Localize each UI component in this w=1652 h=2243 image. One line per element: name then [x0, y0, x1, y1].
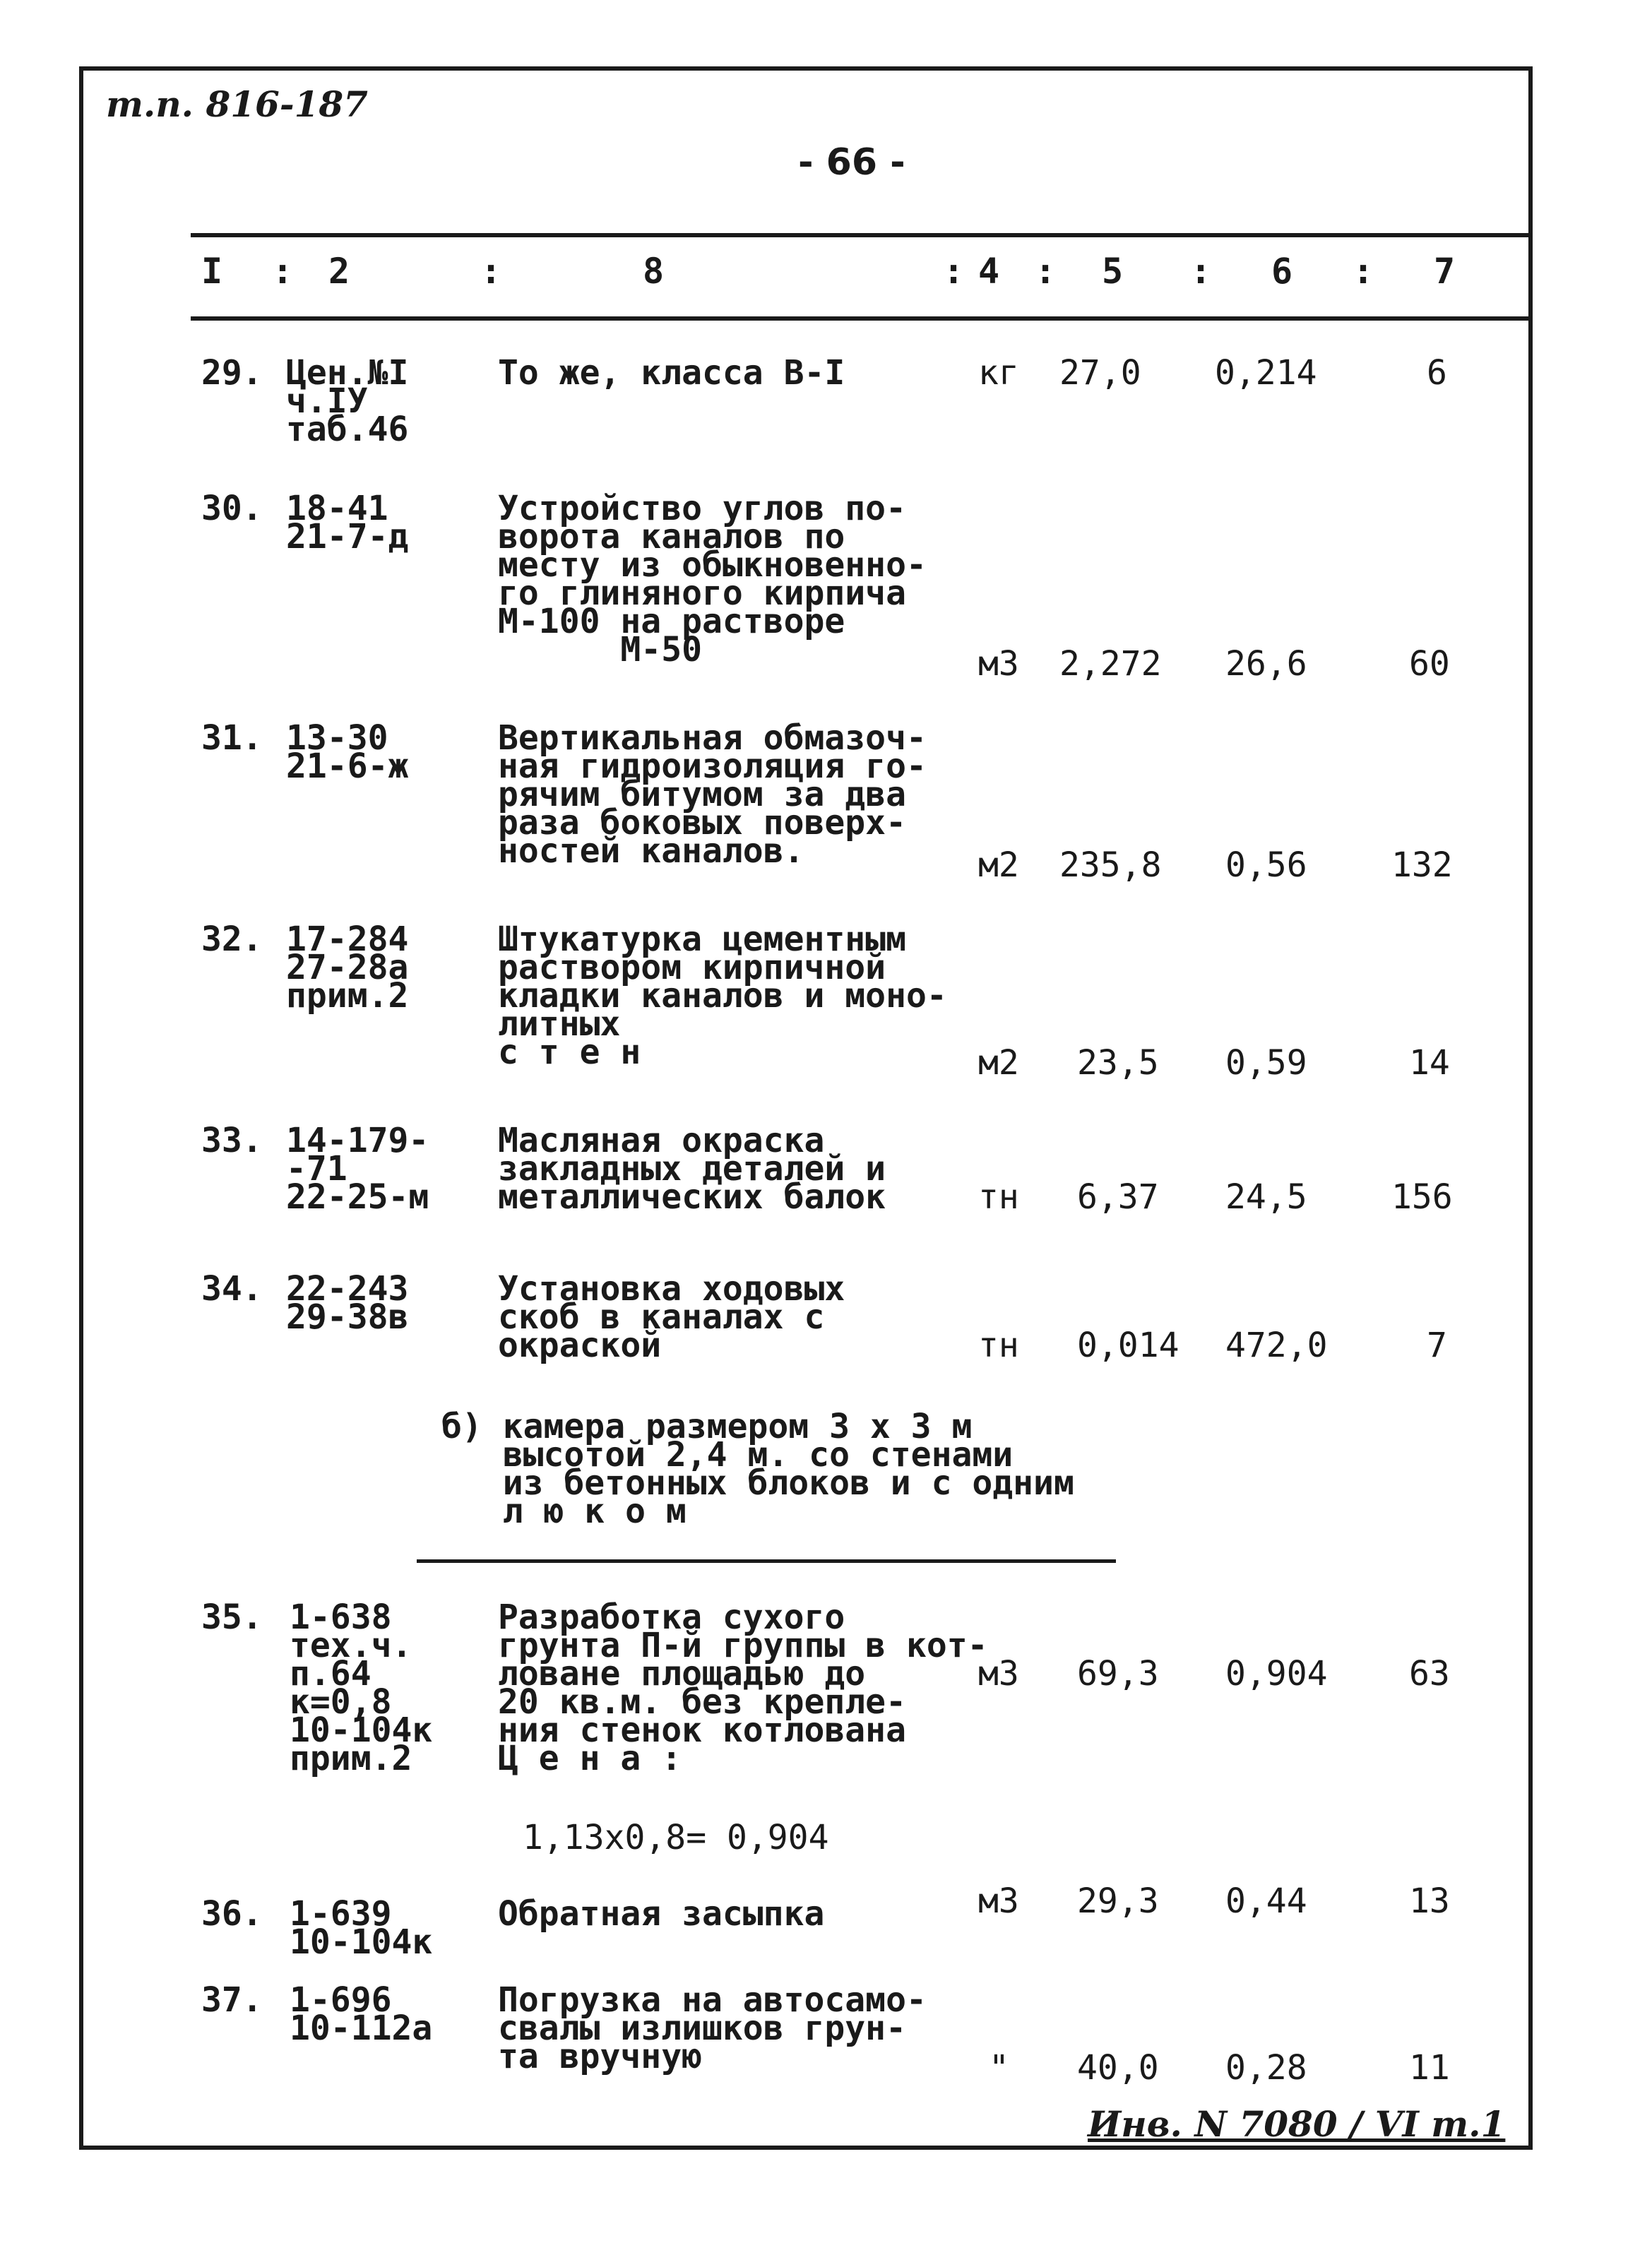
row-description: Обратная засыпка — [498, 1894, 825, 1934]
row-code: 1-696 10-112а — [290, 1980, 433, 2048]
row-quantity: 69,3 — [1077, 1654, 1159, 1694]
header-sep: : — [1190, 251, 1212, 292]
row-price: 0,59 — [1225, 1043, 1307, 1083]
header-col-3: 8 — [643, 251, 665, 292]
row-unit: м3 — [978, 644, 1019, 684]
header-col-6: 6 — [1271, 251, 1293, 292]
row-unit: м3 — [978, 1654, 1019, 1694]
row-quantity: 0,014 — [1077, 1326, 1179, 1365]
header-top-line — [191, 233, 1533, 237]
header-sep: : — [1035, 251, 1057, 292]
row-unit: тн — [978, 1326, 1019, 1365]
row-unit: м2 — [978, 1043, 1019, 1083]
row-price: 0,56 — [1225, 845, 1307, 885]
row-total: 132 — [1391, 845, 1453, 885]
row-price: 472,0 — [1225, 1326, 1328, 1365]
row-quantity: 29,3 — [1077, 1881, 1159, 1921]
row-total: 7 — [1427, 1326, 1447, 1365]
doc-code: т.п. 816-187 — [106, 83, 368, 125]
row-quantity: 6,37 — [1077, 1177, 1159, 1217]
row-unit: " — [989, 2048, 1009, 2088]
row-number: 37. — [201, 1980, 263, 2020]
row-description: То же, класса В-I — [498, 353, 845, 393]
row-quantity: 235,8 — [1059, 845, 1162, 885]
row-number: 30. — [201, 489, 263, 528]
header-sep: : — [1353, 251, 1374, 292]
header-col-1: I — [201, 251, 223, 292]
section-b-heading: б) камера размером 3 х 3 м высотой 2,4 м. со стенами из бетонных блоков и с одним л ю к о м — [441, 1407, 1074, 1531]
header-sep: : — [943, 251, 965, 292]
header-col-2: 2 — [328, 251, 350, 292]
row-unit: тн — [978, 1177, 1019, 1217]
header-col-5: 5 — [1102, 251, 1124, 292]
row-total: 13 — [1409, 1881, 1450, 1921]
row-number: 36. — [201, 1894, 263, 1934]
row-total: 63 — [1409, 1654, 1450, 1694]
row-code: 1-638 тех.ч. п.64 к=0,8 10-104к прим.2 — [290, 1598, 433, 1778]
row-total: 60 — [1409, 644, 1450, 684]
row-price: 26,6 — [1225, 644, 1307, 684]
row-price: 0,44 — [1225, 1881, 1307, 1921]
page-number: - 66 - — [798, 141, 905, 184]
row-number: 32. — [201, 920, 263, 959]
row-description: Масляная окраска закладных деталей и металлических балок — [498, 1121, 886, 1217]
row-total: 14 — [1409, 1043, 1450, 1083]
header-col-4: 4 — [978, 251, 1000, 292]
frame-bottom-line — [79, 2146, 1533, 2150]
header-sep: : — [480, 251, 502, 292]
row-description: Устройство углов по- ворота каналов по месту из обыкновенно- го глиняного кирпича М-100 на растворе М-50 — [498, 489, 927, 670]
frame-left-line — [79, 66, 83, 2150]
row-code: 13-30 21-6-ж — [286, 718, 409, 786]
row-total: 156 — [1391, 1177, 1453, 1217]
row-code: Цен.№I ч.IУ таб.46 — [286, 353, 409, 449]
row-quantity: 40,0 — [1077, 2048, 1159, 2088]
inventory-note: Инв. N 7080 / VI т.1 — [1088, 2103, 1506, 2145]
row-description: Установка ходовых скоб в каналах с окраской — [498, 1269, 845, 1365]
row-number: 35. — [201, 1598, 263, 1637]
row-number: 33. — [201, 1121, 263, 1160]
header-sep: : — [272, 251, 294, 292]
row-number: 29. — [201, 353, 263, 393]
row-total: 6 — [1427, 353, 1447, 393]
row-total: 11 — [1409, 2048, 1450, 2088]
row-description: Вертикальная обмазоч- ная гидроизоляция го- рячим битумом за два раза боковых поверх- ностей каналов. — [498, 718, 927, 871]
row-code: 18-41 21-7-д — [286, 489, 409, 557]
row-code: 14-179- -71 22-25-м — [286, 1121, 429, 1217]
row-code: 22-243 29-38в — [286, 1269, 409, 1337]
header-col-7: 7 — [1434, 251, 1456, 292]
row-description: Разработка сухого грунта П-й группы в кот- ловане площадью до 20 кв.м. без крепле- ния стенок котлована Ц е н а : — [498, 1598, 988, 1778]
row-unit: м2 — [978, 845, 1019, 885]
row-unit: м3 — [978, 1881, 1019, 1921]
row-price: 0,28 — [1225, 2048, 1307, 2088]
row-quantity: 27,0 — [1059, 353, 1141, 393]
frame-top-line — [79, 66, 1533, 71]
section-b-underline — [417, 1559, 1116, 1563]
row-code: 17-284 27-28а прим.2 — [286, 920, 409, 1016]
row-quantity: 2,272 — [1059, 644, 1162, 684]
row-price: 0,904 — [1225, 1654, 1328, 1694]
row-price: 0,214 — [1215, 353, 1317, 393]
frame-right-line — [1528, 66, 1533, 2150]
row-code: 1-639 10-104к — [290, 1894, 433, 1962]
row-number: 34. — [201, 1269, 263, 1309]
row-unit: кг — [978, 353, 1019, 393]
row-price: 24,5 — [1225, 1177, 1307, 1217]
price-formula: 1,13х0,8= 0,904 — [523, 1818, 829, 1857]
header-bottom-line — [191, 316, 1533, 321]
row-description: Погрузка на автосамо- свалы излишков грун- та вручную — [498, 1980, 927, 2076]
row-description: Штукатурка цементным раствором кирпичной кладки каналов и моно- литных с т е н — [498, 920, 947, 1072]
row-quantity: 23,5 — [1077, 1043, 1159, 1083]
row-number: 31. — [201, 718, 263, 758]
